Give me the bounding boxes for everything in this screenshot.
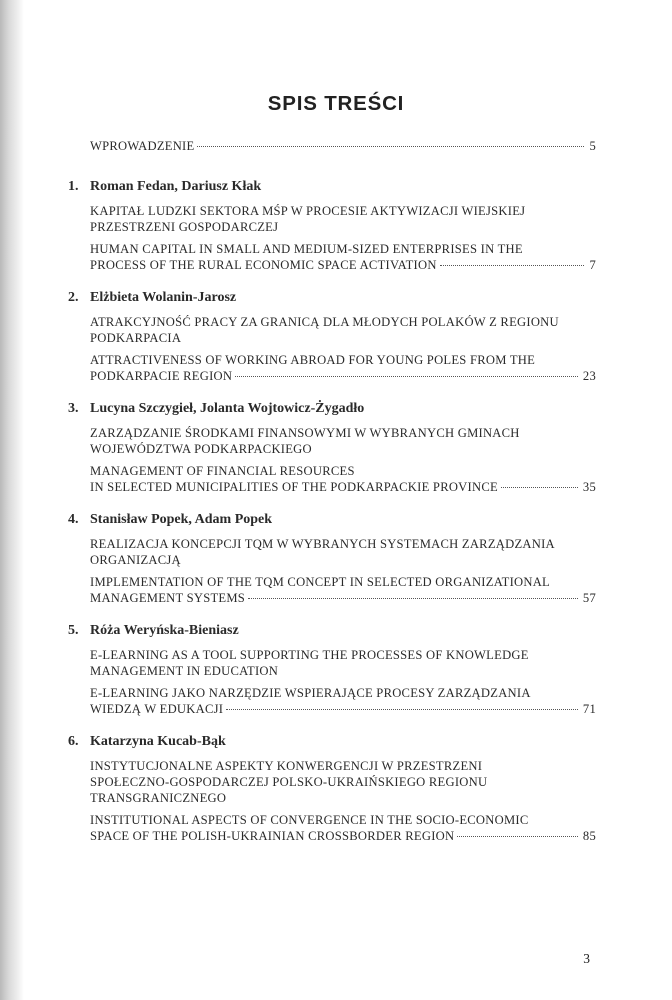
article-titles [90, 536, 596, 606]
dot-leader [197, 146, 584, 147]
title-line: PODKARPACIA [90, 331, 182, 345]
toc-intro-entry[interactable] [90, 138, 596, 154]
title-line: ZARZĄDZANIE ŚRODKAMI FINANSOWYMI W WYBRANYCH GMINACH [90, 426, 520, 440]
article-titles [90, 758, 596, 844]
article-title-secondary [90, 685, 596, 717]
title-line: E-LEARNING AS A TOOL SUPPORTING THE PROCESSES OF KNOWLEDGE [90, 648, 529, 662]
article-titles [90, 314, 596, 384]
toc-article-entry[interactable] [68, 511, 596, 606]
dot-leader [501, 487, 578, 488]
dot-leader [235, 376, 578, 377]
title-line: ATRAKCYJNOŚĆ PRACY ZA GRANICĄ DLA MŁODYCH POLAKÓW Z REGIONU [90, 315, 559, 329]
article-title-secondary [90, 574, 596, 606]
title-line-text: WIEDZĄ W EDUKACJI [90, 702, 224, 716]
article-page-number: 85 [582, 829, 596, 843]
title-line: IMPLEMENTATION OF THE TQM CONCEPT IN SELECTED ORGANIZATIONAL [90, 575, 551, 589]
table-of-contents [68, 138, 596, 844]
title-line: HUMAN CAPITAL IN SMALL AND MEDIUM-SIZED ENTERPRISES IN THE [90, 242, 523, 256]
article-title-primary [90, 425, 596, 457]
article-heading [68, 511, 596, 529]
title-line-with-page [90, 828, 596, 844]
title-line: INSTYTUCJONALNE ASPEKTY KONWERGENCJI W PRZESTRZENI [90, 759, 483, 773]
title-line-with-page [90, 590, 596, 606]
article-number: 1. [68, 179, 79, 194]
article-authors: Roman Fedan, Dariusz Kłak [90, 179, 262, 194]
title-line: INSTITUTIONAL ASPECTS OF CONVERGENCE IN THE SOCIO-ECONOMIC [90, 813, 529, 827]
article-number: 6. [68, 734, 79, 749]
toc-article-entry[interactable] [68, 289, 596, 384]
title-line: KAPITAŁ LUDZKI SEKTORA MŚP W PROCESIE AKTYWIZACJI WIEJSKIEJ [90, 204, 526, 218]
title-line: WOJEWÓDZTWA PODKARPACKIEGO [90, 442, 312, 456]
article-titles [90, 647, 596, 717]
article-title-primary [90, 314, 596, 346]
article-number: 3. [68, 401, 79, 416]
article-number: 4. [68, 512, 79, 527]
article-heading [68, 289, 596, 307]
title-line: MANAGEMENT OF FINANCIAL RESOURCES [90, 464, 355, 478]
toc-article-entry[interactable] [68, 733, 596, 844]
article-heading [68, 400, 596, 418]
title-line-with-page [90, 701, 596, 717]
article-title-primary [90, 536, 596, 568]
toc-article-entry[interactable] [68, 400, 596, 495]
title-line-text: IN SELECTED MUNICIPALITIES OF THE PODKARPACKIE PROVINCE [90, 480, 498, 494]
article-title-secondary [90, 463, 596, 495]
article-titles [90, 203, 596, 273]
article-heading [68, 178, 596, 196]
article-title-primary [90, 647, 596, 679]
title-line-text: PODKARPACIE REGION [90, 369, 233, 383]
article-heading [68, 622, 596, 640]
page-title: SPIS TREŚCI [267, 92, 405, 115]
toc-article-entry[interactable] [68, 622, 596, 717]
dot-leader [457, 836, 578, 837]
article-title-secondary [90, 812, 596, 844]
title-line: REALIZACJA KONCEPCJI TQM W WYBRANYCH SYSTEMACH ZARZĄDZANIA [90, 537, 555, 551]
article-authors: Stanisław Popek, Adam Popek [90, 512, 273, 527]
article-heading [68, 733, 596, 751]
title-line-text: SPACE OF THE POLISH-UKRAINIAN CROSSBORDER REGION [90, 829, 455, 843]
title-line: ATTRACTIVENESS OF WORKING ABROAD FOR YOUNG POLES FROM THE [90, 353, 536, 367]
title-line: ORGANIZACJĄ [90, 553, 181, 567]
article-number: 5. [68, 623, 79, 638]
title-line-with-page [90, 257, 596, 273]
title-line-text: PROCESS OF THE RURAL ECONOMIC SPACE ACTIVATION [90, 258, 437, 272]
toc-article-entry[interactable] [68, 178, 596, 273]
article-page-number: 23 [582, 369, 596, 383]
title-line: MANAGEMENT IN EDUCATION [90, 664, 279, 678]
title-line-with-page [90, 368, 596, 384]
article-page-number: 71 [582, 702, 596, 716]
article-page-number: 57 [582, 591, 596, 605]
article-page-number: 35 [582, 480, 596, 494]
title-line: SPOŁECZNO-GOSPODARCZEJ POLSKO-UKRAIŃSKIEGO REGIONU [90, 775, 488, 789]
title-line-with-page [90, 479, 596, 495]
article-page-number: 7 [589, 258, 596, 272]
article-authors: Katarzyna Kucab-Bąk [90, 734, 226, 749]
article-authors: Elżbieta Wolanin-Jarosz [90, 290, 237, 305]
dot-leader [226, 709, 578, 710]
page-number: 3 [583, 951, 590, 966]
title-line: PRZESTRZENI GOSPODARCZEJ [90, 220, 279, 234]
title-line: E-LEARNING JAKO NARZĘDZIE WSPIERAJĄCE PROCESY ZARZĄDZANIA [90, 686, 531, 700]
article-title-primary [90, 203, 596, 235]
title-line: TRANSGRANICZNEGO [90, 791, 227, 805]
title-line-text: MANAGEMENT SYSTEMS [90, 591, 246, 605]
article-list [68, 178, 596, 844]
article-authors: Lucyna Szczygieł, Jolanta Wojtowicz-Żygadło [90, 401, 365, 416]
article-number: 2. [68, 290, 79, 305]
article-title-secondary [90, 241, 596, 273]
intro-page-number: 5 [589, 139, 596, 153]
dot-leader [440, 265, 585, 266]
intro-line [90, 138, 596, 154]
article-authors: Róża Weryńska-Bieniasz [90, 623, 239, 638]
article-title-secondary [90, 352, 596, 384]
article-title-primary [90, 758, 596, 806]
article-titles [90, 425, 596, 495]
intro-label: WPROWADZENIE [90, 139, 195, 153]
dot-leader [248, 598, 578, 599]
